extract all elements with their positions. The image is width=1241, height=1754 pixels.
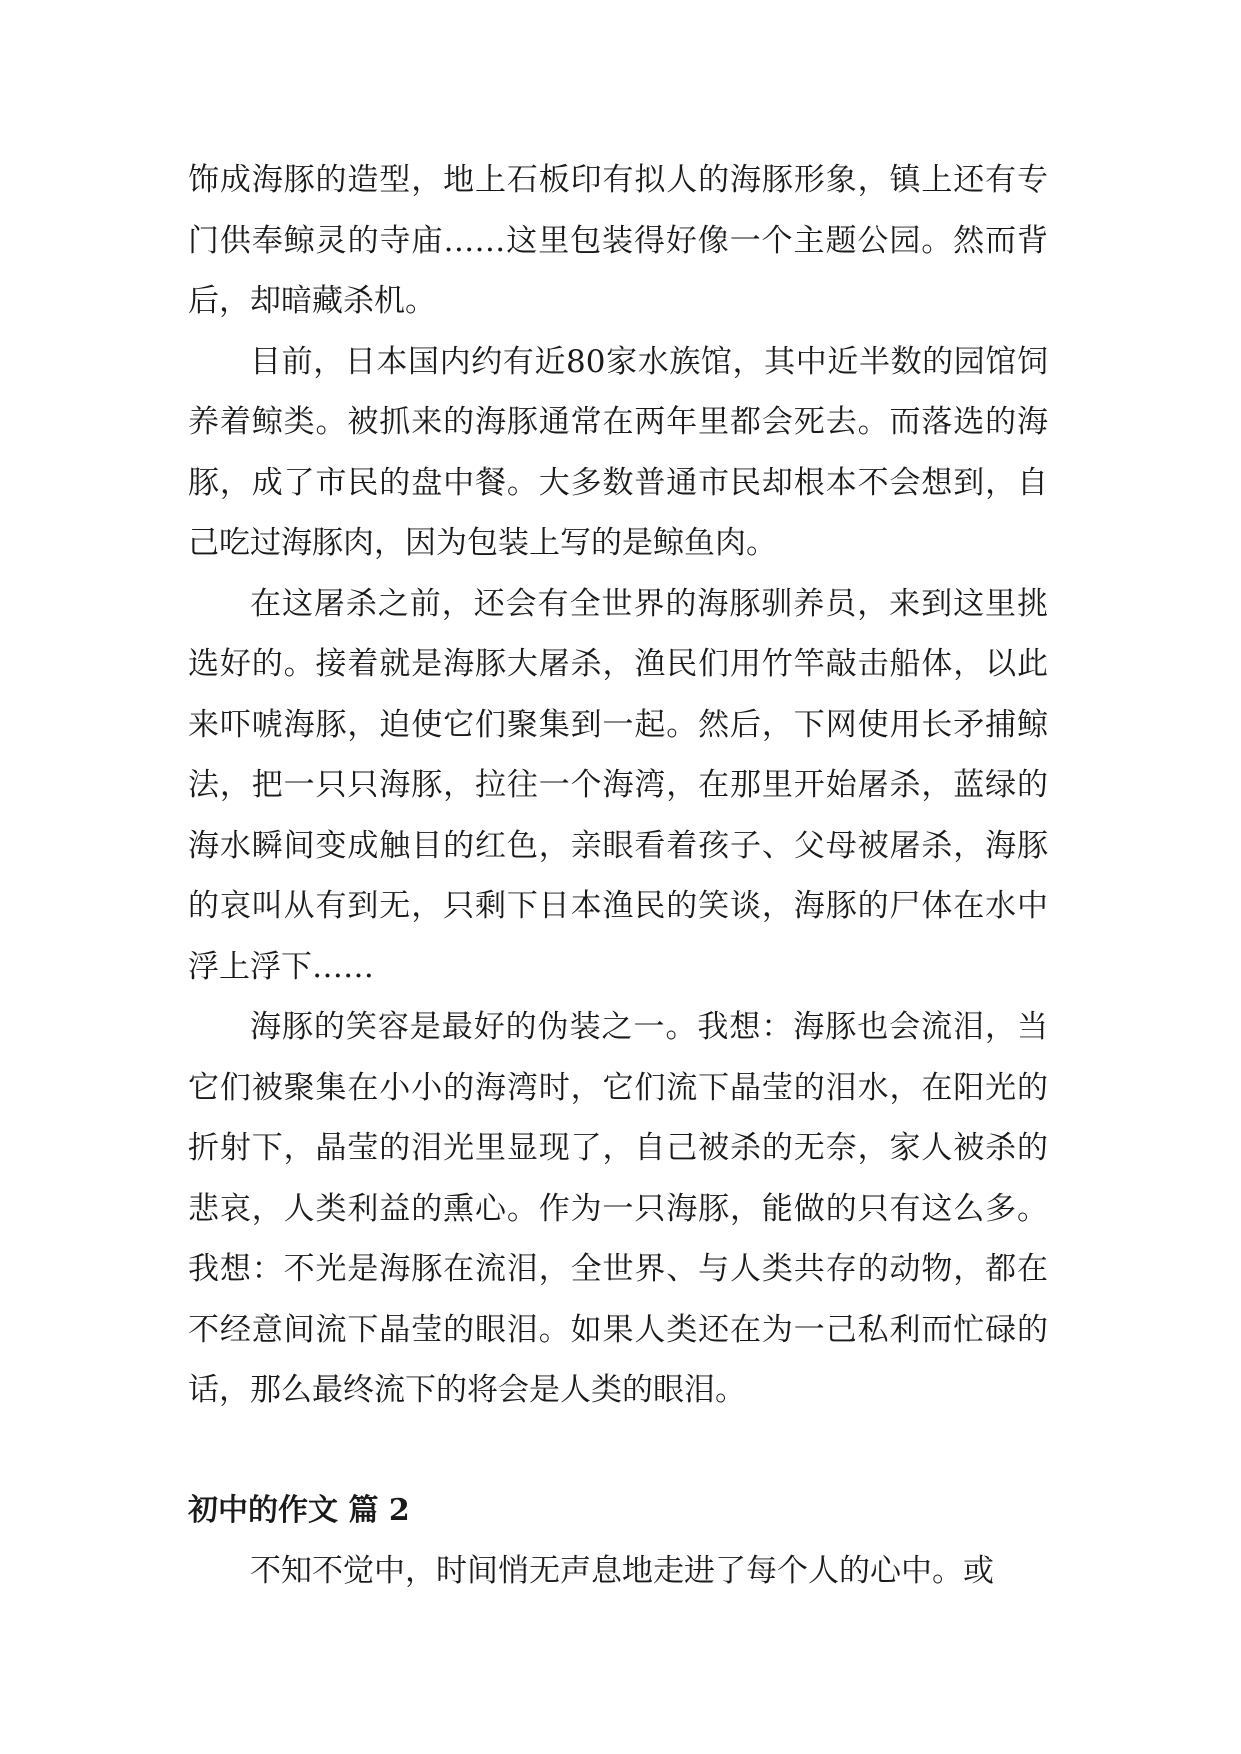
- paragraph-slaughter: 在这屠杀之前，还会有全世界的海豚驯养员，来到这里挑选好的。接着就是海豚大屠杀，渔民们用竹竿敲击船体，以此来吓唬海豚，迫使它们聚集到一起。然后，下网使用长矛捕鲸法，把一只只海豚，拉往一个海湾，在那里开始屠杀，蓝绿的海水瞬间变成触目的红色，亲眼看着孩子、父母被屠杀，海豚的哀叫从有到无，只剩下日本渔民的笑谈，海豚的尸体在水中浮上浮下……: [188, 585, 1048, 985]
- paragraph-continued: 饰成海豚的造型，地上石板印有拟人的海豚形象，镇上还有专门供奉鲸灵的寺庙……这里包装得好像一个主题公园。然而背后，却暗藏杀机。: [188, 162, 1048, 319]
- paragraph-aquarium-facts: 目前，日本国内约有近80家水族馆，其中近半数的园馆饲养着鲸类。被抓来的海豚通常在两年里都会死去。而落选的海豚，成了市民的盘中餐。大多数普通市民却根本不会想到，自己吃过海豚肉，因为包装上写的是鲸鱼肉。: [188, 343, 1048, 561]
- section-heading: 初中的作文 篇 2: [188, 1492, 410, 1528]
- paragraph-essay-2-opening: 不知不觉中，时间悄无声息地走进了每个人的心中。或: [250, 1552, 994, 1589]
- paragraph-dolphin-tears: 海豚的笑容是最好的伪装之一。我想：海豚也会流泪，当它们被聚集在小小的海湾时，它们流下晶莹的泪水，在阳光的折射下，晶莹的泪光里显现了，自己被杀的无奈，家人被杀的悲哀，人类利益的熏心。作为一只海豚，能做的只有这么多。我想：不光是海豚在流泪，全世界、与人类共存的动物，都在不经意间流下晶莹的眼泪。如果人类还在为一己私利而忙碌的话，那么最终流下的将会是人类的眼泪。: [188, 1009, 1048, 1408]
- document-body: [188, 150, 1048, 1601]
